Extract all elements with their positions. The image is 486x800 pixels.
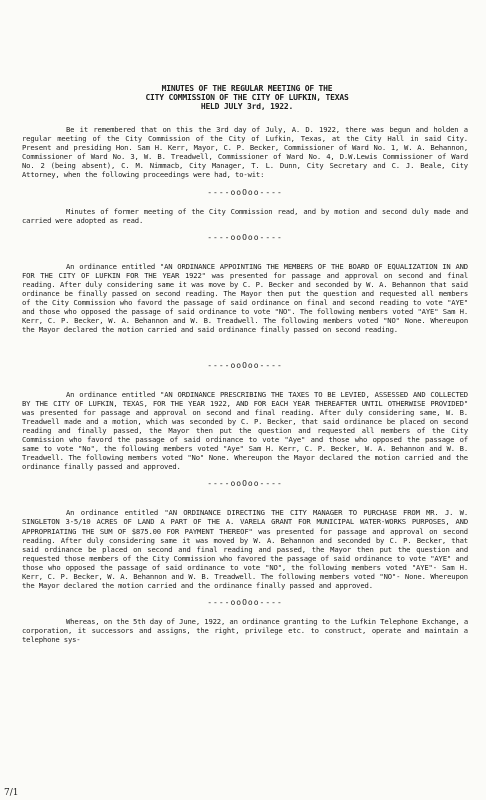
minutes-title bbox=[82, 84, 412, 111]
tax-ordinance-paragraph: An ordinance entitled "AN ORDINANCE PRESCRIBING THE TAXES TO BE LEVIED, ASSESSED AND COLLECTED BY THE CITY OF LUFKIN, TEXAS, FOR THE YEAR 1922, AND FOR EACH YEAR THEREAFTER UNTIL OTHERWISE PROVIDED" was presented for passage and approval on second and final reading. After duly considering same, W. B. Treadwell made and a motion, which was seconded by C. P. Becker, that said ordinance be placed on second reading and finally passed, the Mayor then put the question and requested all members of the City Commission who favord the passage of said ordinance to vote "Aye" and those who opposed the passage of same to vote "No", the following members voted "Aye" Sam H. Kerr, C. P. Becker, W. A. Behannon and W. B. Treadwell. The following members voted "No" None. Whereupon the Mayor declared the motion carried and the ordinance finally passed and approved. bbox=[22, 389, 468, 472]
land-purchase-ordinance-paragraph: An ordinance entitled "AN ORDINANCE DIRECTING THE CITY MANAGER TO PURCHASE FROM MR. J. W. SINGLETON 3-5/10 ACRES OF LAND A PART OF THE A. VARELA GRANT FOR MUNICIPAL WATER-WORKS PURPOSES, AND APPROPRIATING THE SUM OF $875.00 FOR PAYMENT THEREOF" was presented for passage and approval on second reading. After duly considering same it was moved by W. A. Behannon and seconded by C. P. Becker, that said ordinance be placed on second and final reading and passed, the Mayor then put the question and requested those members of the City Commission who favored the passage of said ordinance to vote "AYE" and those who opposed the passage of said ordinance to vote "NO", the following members voted "AYE"- Sam H. Kerr, C. P. Becker, W. A. Behannon and W. B. Treadwell. The following members voted "NO"- None. Whereupon the Mayor declared the motion carried and the ordinance finally passed and approved. bbox=[22, 508, 468, 591]
title-line-2: CITY COMMISSION OF THE CITY OF LUFKIN, TEXAS bbox=[145, 93, 349, 102]
title-line-1: MINUTES OF THE REGULAR MEETING OF THE bbox=[161, 84, 333, 93]
equalization-ordinance-paragraph: An ordinance entitled "AN ORDINANCE APPOINTING THE MEMBERS OF THE BOARD OF EQUALIZATION IN AND FOR THE CITY OF LUFKIN FOR THE YEAR 1922" was presented for passage and approval on second and final reading. After duly considering same it was move by C. P. Becker and seconded by W. A. Behannon that said ordinance be finally passed on second reading. The Mayor then put the question and requested all members of the City Commission who favord the passage of said ordinance on final and second reading to vote "AYE" and those who opposed the passage of said ordinance to vote "NO". The following members voted "AYE" Sam H. Kerr, C. P. Becker, W. A. Behannon and W. B. Treadwell. The following members voted "NO" None. Whereupon the Mayor declared the motion carried and said ordinance finally passed on second reading. bbox=[22, 261, 468, 335]
opening-paragraph: Be it remembered that on this the 3rd day of July, A. D. 1922, there was begun and holden a regular meeting of the City Commission of the City of Lufkin, Texas, at the City Hall in said City. Present and presiding Hon. Sam H. Kerr, Mayor, C. P. Becker, Commissioner of Ward No. 1, W. A. Behannon, Commissioner of Ward No. 3, W. B. Treadwell, Commissioner of Ward No. 4, D.W.Lewis Commissioner of Ward No. 2 (being absent), C. M. Nimmacb, City Manager, T. L. Dunn, City Secretary and C. J. Beale, City Attorney, when the following proceedings were had, to-wit: bbox=[22, 125, 468, 180]
margin-mark: 7/1 bbox=[4, 788, 19, 798]
separator-4: ----ooOoo---- bbox=[207, 479, 283, 489]
separator-2: ----ooOoo---- bbox=[207, 232, 283, 242]
minutes-approval-paragraph: Minutes of former meeting of the City Commission read, and by motion and second duly made and carried were adopted as read. bbox=[22, 206, 468, 225]
title-line-3: HELD JULY 3rd, 1922. bbox=[200, 102, 294, 111]
telephone-ordinance-paragraph: Whereas, on the 5th day of June, 1922, an ordinance granting to the Lufkin Telephone Exchange, a corporation, it successors and assigns, the right, privilege etc. to construct, operate and maintain a telephone sys- bbox=[22, 617, 468, 645]
separator-3: ----ooOoo---- bbox=[207, 360, 283, 370]
separator-1: ----ooOoo---- bbox=[207, 187, 283, 197]
separator-5: ----ooOoo---- bbox=[207, 598, 283, 608]
